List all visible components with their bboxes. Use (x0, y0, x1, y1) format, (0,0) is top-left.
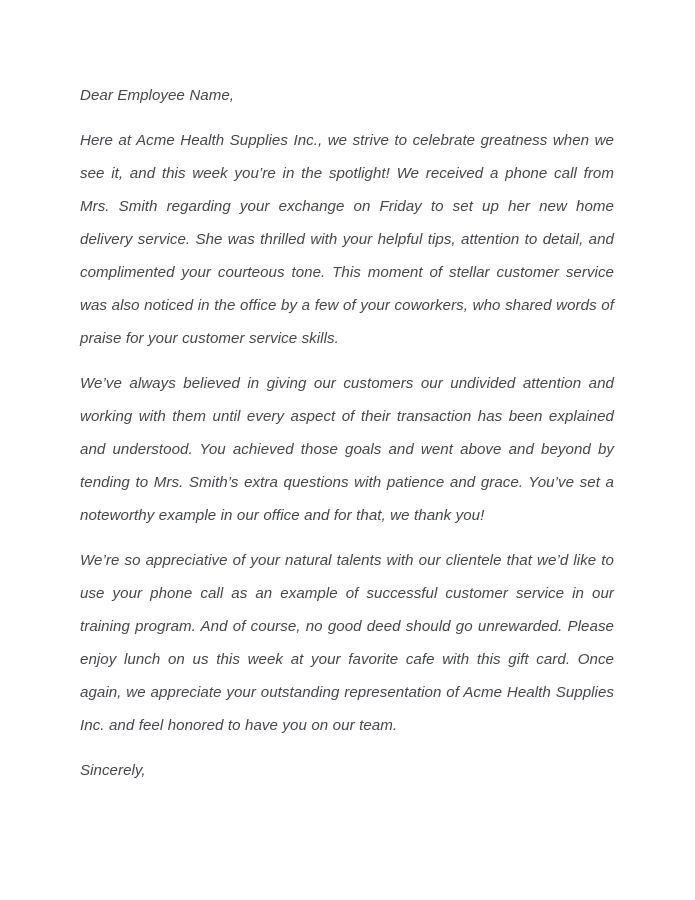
letter-paragraph-2: We’ve always believed in giving our customers our undivided attention and working with them until every aspect of their transaction has been explained and understood. You achieved those goals and went above and beyond by tending to Mrs. Smith’s extra questions with patience and grace. You’ve set a noteworthy example in our office and for that, we thank you! (80, 375, 614, 524)
letter-body (80, 79, 614, 787)
letter-paragraph-1: Here at Acme Health Supplies Inc., we strive to celebrate greatness when we see it, and this week you’re in the spotlight! We received a phone call from Mrs. Smith regarding your exchange on Friday to set up her new home delivery service. She was thrilled with your helpful tips, attention to detail, and complimented your courteous tone. This moment of stellar customer service was also noticed in the office by a few of your coworkers, who shared words of praise for your customer service skills. (80, 132, 614, 347)
letter-paragraph-3: We’re so appreciative of your natural talents with our clientele that we’d like to use your phone call as an example of successful customer service in our training program. And of course, no good deed should go unrewarded. Please enjoy lunch on us this week at your favorite cafe with this gift card. Once again, we appreciate your outstanding representation of Acme Health Supplies Inc. and feel honored to have you on our team. (80, 552, 614, 734)
letter-closing: Sincerely, (80, 762, 146, 779)
letter-salutation: Dear Employee Name, (80, 87, 235, 104)
